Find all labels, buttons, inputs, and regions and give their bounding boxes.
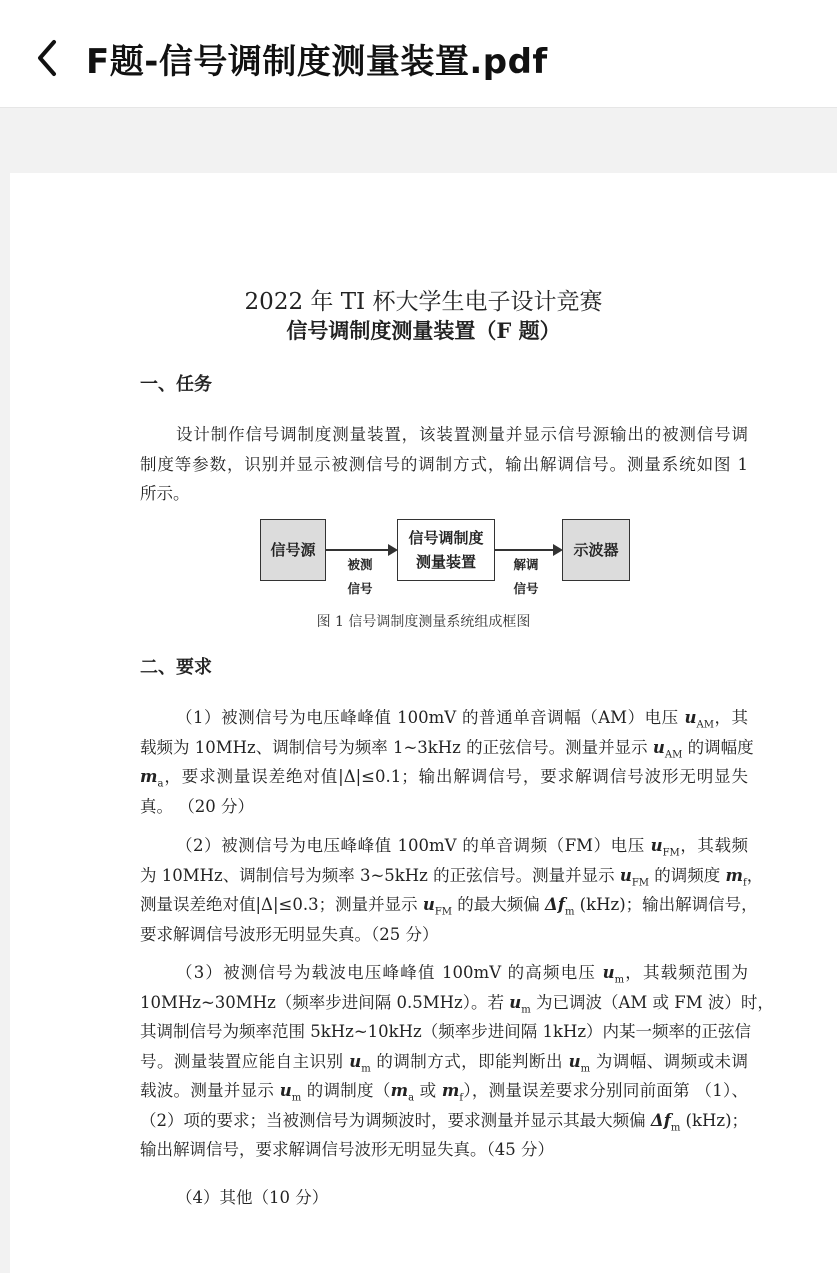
- math-variable: $u_{AM}$: [652, 737, 683, 760]
- diagram-arrow-out: [495, 549, 561, 551]
- math-variable: $u_m$: [509, 992, 531, 1015]
- doc-subtitle: 信号调制度测量装置（F 题）: [286, 318, 561, 343]
- text-run: ，: [746, 865, 764, 885]
- text-line: [140, 1135, 748, 1165]
- pdf-page: [10, 173, 837, 1273]
- math-variable: $\Delta f_m$: [650, 1110, 681, 1133]
- math-variable: $u_{FM}$: [650, 836, 680, 859]
- document-title: F题-信号调制度测量装置.pdf: [86, 42, 548, 82]
- text-run: 所示。: [140, 484, 190, 503]
- text-run: 号。测量装置应能自主识别: [140, 1051, 350, 1071]
- requirement-2: [140, 831, 764, 949]
- text-line: [140, 479, 748, 509]
- text-run: 的最大频偏: [452, 895, 546, 914]
- text-run: 输出解调信号，要求解调信号波形无明显失真。（45 分）: [140, 1140, 554, 1159]
- text-run: （3）被测信号为载波电压峰峰值 100mV 的高频电压: [176, 963, 603, 982]
- math-variable: $u_{FM}$: [422, 895, 453, 918]
- math-variable: $m_f$: [725, 865, 747, 888]
- text-run: 载波。测量并显示: [140, 1081, 280, 1100]
- text-line: [140, 890, 758, 920]
- text-run: 的调制度（: [301, 1081, 391, 1100]
- math-variable: $u_m$: [602, 963, 625, 986]
- chevron-left-icon: [30, 38, 70, 78]
- text-run: 为 10MHz、调制信号为频率 3~5kHz 的正弦信号。测量并显示: [140, 865, 620, 885]
- math-variable: $u_{FM}$: [619, 865, 650, 888]
- requirement-1: [140, 703, 754, 821]
- text-run: ，其载频范围为: [624, 963, 748, 982]
- diagram-box-device: 信号调制度 测量装置: [397, 519, 495, 581]
- text-line: [140, 1047, 748, 1077]
- text-run: 为调幅、调频或未调: [590, 1051, 748, 1071]
- math-variable: $u_m$: [279, 1081, 302, 1104]
- math-variable: $u_m$: [349, 1051, 371, 1074]
- text-line: [140, 1106, 748, 1136]
- text-run: 的调频度: [649, 865, 726, 885]
- text-run: ，其: [713, 708, 748, 727]
- text-run: （4）其他（10 分）: [176, 1188, 329, 1207]
- text-line: [140, 920, 748, 950]
- requirement-3: [140, 958, 774, 1165]
- text-run: ，要求测量误差绝对值|Δ|≤0.1；输出解调信号，要求解调信号波形无明显失: [163, 767, 748, 786]
- section-heading-task: 一、任务: [140, 374, 212, 395]
- diagram-box-scope: 示波器: [562, 519, 630, 581]
- top-bar: [0, 0, 837, 108]
- text-run: ，其载频: [679, 836, 749, 855]
- math-variable: $m_a$: [390, 1081, 415, 1104]
- text-line: [140, 703, 748, 733]
- text-line: [140, 988, 774, 1018]
- text-run: 设计制作信号调制度测量装置，该装置测量并显示信号源输出的被测信号调: [176, 425, 748, 444]
- math-variable: $m_f$: [441, 1081, 464, 1104]
- text-run: 要求解调信号波形无明显失真。（25 分）: [140, 924, 439, 944]
- text-line: [140, 831, 748, 861]
- math-variable: $u_{AM}$: [684, 708, 714, 731]
- text-line: [140, 1076, 748, 1106]
- math-variable: $\Delta f_m$: [545, 895, 575, 918]
- math-variable: $u_m$: [568, 1051, 591, 1074]
- text-run: 或: [414, 1081, 442, 1100]
- diagram-label-in: 被测 信号: [347, 557, 373, 596]
- text-run: 10MHz~30MHz（频率步进间隔 0.5MHz）。若: [140, 992, 510, 1012]
- math-variable: $m_a$: [140, 767, 164, 790]
- text-line: [140, 450, 748, 480]
- section-heading-requirements: 二、要求: [140, 657, 212, 678]
- text-run: 其调制信号为频率范围 5kHz~10kHz（频率步进间隔 1kHz）内某一频率的正弦信: [140, 1022, 752, 1041]
- text-run: (kHz)；输出解调信号，: [574, 895, 758, 914]
- text-run: 制度等参数，识别并显示被测信号的调制方式，输出解调信号。测量系统如图 1: [140, 454, 748, 474]
- text-run: 的调幅度: [682, 737, 754, 757]
- text-line: [140, 733, 754, 763]
- text-line: [140, 792, 748, 822]
- diagram-box-source: 信号源: [260, 519, 326, 581]
- text-run: 真。 （20 分）: [140, 796, 254, 816]
- text-run: （2）被测信号为电压峰峰值 100mV 的单音调频（FM）电压: [176, 836, 651, 855]
- text-run: 载频为 10MHz、调制信号为频率 1~3kHz 的正弦信号。测量并显示: [140, 737, 653, 757]
- text-line: [140, 958, 748, 988]
- diagram-label-out: 解调 信号: [513, 557, 539, 596]
- text-line: [140, 762, 748, 792]
- text-run: 为已调波（AM 或 FM 波）时，: [530, 992, 774, 1012]
- text-run: 的调制方式，即能判断出: [370, 1051, 569, 1071]
- task-paragraph: [140, 420, 748, 509]
- text-line: [140, 861, 764, 891]
- back-button[interactable]: [30, 38, 70, 78]
- figure-caption: 图 1 信号调制度测量系统组成框图: [316, 614, 531, 630]
- text-run: （2）项的要求；当被测信号为调频波时，要求测量并显示其最大频偏: [140, 1110, 651, 1130]
- text-line: [140, 1183, 748, 1213]
- doc-title: 2022 年 TI 杯大学生电子设计竞赛: [244, 289, 603, 315]
- requirement-4: [140, 1183, 748, 1213]
- text-run: 测量误差绝对值|Δ|≤0.3；测量并显示: [140, 895, 423, 914]
- text-line: [140, 420, 748, 450]
- diagram-arrow-in: [326, 549, 396, 551]
- text-run: (kHz)；: [680, 1110, 749, 1130]
- text-line: [140, 1017, 752, 1047]
- text-run: ），测量误差要求分别同前面第 （1）、: [463, 1081, 749, 1100]
- text-run: （1）被测信号为电压峰峰值 100mV 的普通单音调幅（AM）电压: [176, 708, 685, 727]
